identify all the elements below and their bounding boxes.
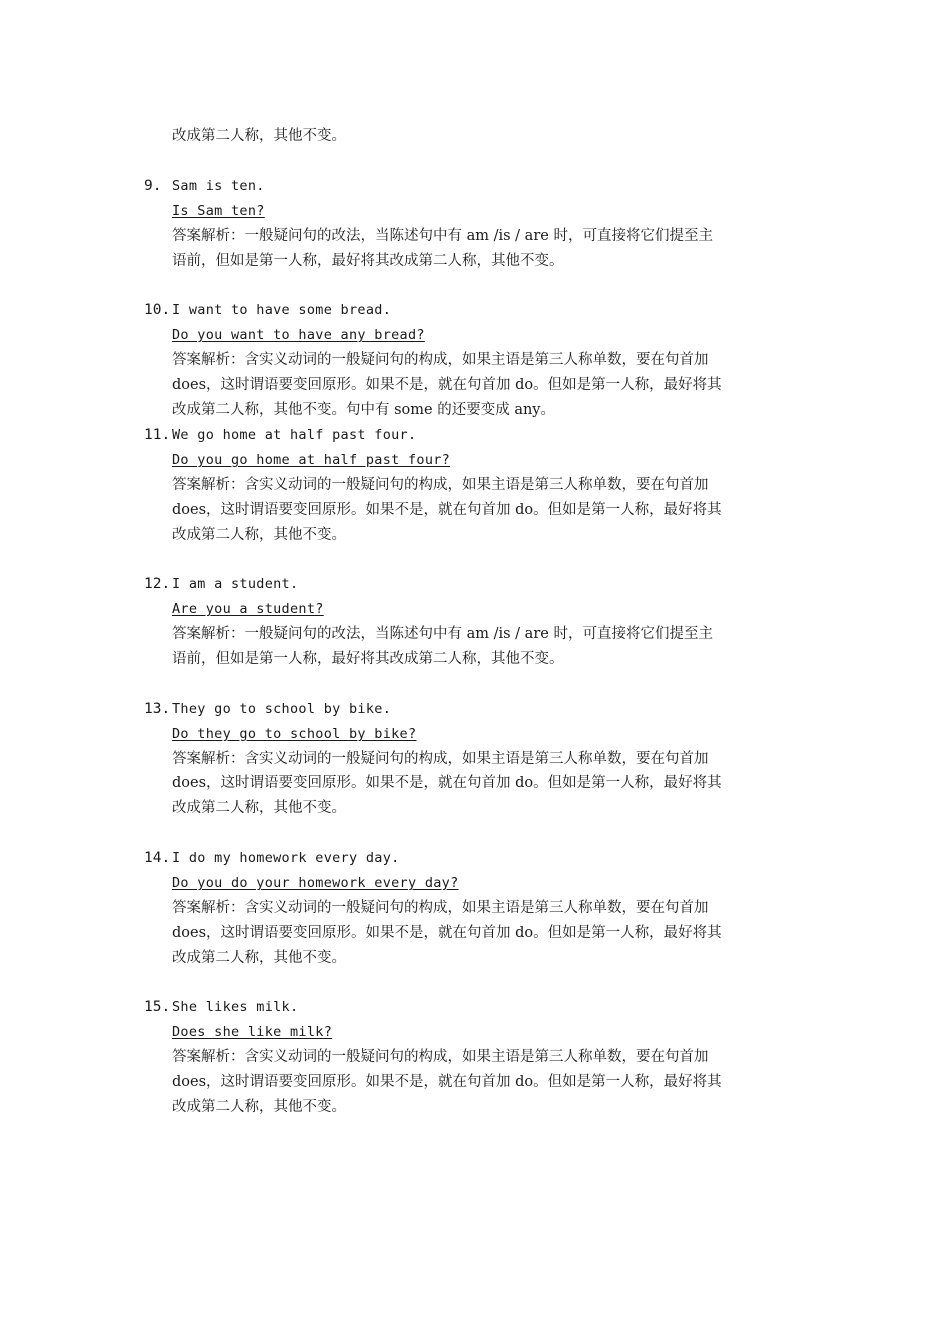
item-number: 15.: [144, 999, 171, 1015]
item-number: 14.: [144, 850, 171, 866]
item-number: 12.: [144, 576, 171, 592]
explanation-line: 改成第二人称，其他不变。句中有 some 的还要变成 any。: [172, 402, 556, 418]
explanation-line: 答案解析：一般疑问句的改法，当陈述句中有 am /is / are 时，可直接将它们提至主: [172, 626, 713, 642]
answer-text: Is Sam ten?: [172, 203, 265, 219]
item-number: 10.: [144, 302, 171, 318]
question-text: Sam is ten.: [172, 178, 265, 194]
explanation-line: does，这时谓语要变回原形。如果不是，就在句首加 do。但如是第一人称，最好将其: [172, 775, 722, 791]
explanation-line: 语前，但如是第一人称，最好将其改成第二人称，其他不变。: [172, 651, 564, 667]
explanation-line: 答案解析：含实义动词的一般疑问句的构成，如果主语是第三人称单数，要在句首加: [172, 751, 709, 767]
intro-tail-line: 改成第二人称，其他不变。: [172, 128, 346, 144]
explanation-line: does，这时谓语要变回原形。如果不是，就在句首加 do。但如是第一人称，最好将其: [172, 502, 722, 518]
explanation-line: does，这时谓语要变回原形。如果不是，就在句首加 do。但如是第一人称，最好将其: [172, 377, 722, 393]
answer-text: Are you a student?: [172, 601, 324, 617]
explanation-line: 改成第二人称，其他不变。: [172, 527, 346, 543]
explanation-line: 答案解析：一般疑问句的改法，当陈述句中有 am /is / are 时，可直接将它们提至主: [172, 228, 713, 244]
answer-text: Do they go to school by bike?: [172, 726, 417, 742]
explanation-line: does，这时谓语要变回原形。如果不是，就在句首加 do。但如是第一人称，最好将其: [172, 925, 722, 941]
item-number: 11.: [144, 427, 171, 443]
explanation-line: 答案解析：含实义动词的一般疑问句的构成，如果主语是第三人称单数，要在句首加: [172, 900, 709, 916]
explanation-line: 改成第二人称，其他不变。: [172, 1099, 346, 1115]
question-text: We go home at half past four.: [172, 427, 417, 443]
question-text: I want to have some bread.: [172, 302, 392, 318]
answer-text: Do you go home at half past four?: [172, 452, 451, 468]
question-text: I am a student.: [172, 576, 299, 592]
question-text: I do my homework every day.: [172, 850, 400, 866]
explanation-line: 语前，但如是第一人称，最好将其改成第二人称，其他不变。: [172, 253, 564, 269]
item-number: 13.: [144, 701, 171, 717]
item-number: 9.: [144, 178, 162, 194]
question-text: She likes milk.: [172, 999, 299, 1015]
explanation-line: 答案解析：含实义动词的一般疑问句的构成，如果主语是第三人称单数，要在句首加: [172, 477, 709, 493]
answer-text: Does she like milk?: [172, 1024, 333, 1040]
explanation-line: 改成第二人称，其他不变。: [172, 800, 346, 816]
question-text: They go to school by bike.: [172, 701, 392, 717]
explanation-line: 改成第二人称，其他不变。: [172, 950, 346, 966]
explanation-line: 答案解析：含实义动词的一般疑问句的构成，如果主语是第三人称单数，要在句首加: [172, 1049, 709, 1065]
explanation-line: 答案解析：含实义动词的一般疑问句的构成，如果主语是第三人称单数，要在句首加: [172, 352, 709, 368]
answer-text: Do you do your homework every day?: [172, 875, 459, 891]
explanation-line: does，这时谓语要变回原形。如果不是，就在句首加 do。但如是第一人称，最好将其: [172, 1074, 722, 1090]
answer-text: Do you want to have any bread?: [172, 327, 425, 343]
